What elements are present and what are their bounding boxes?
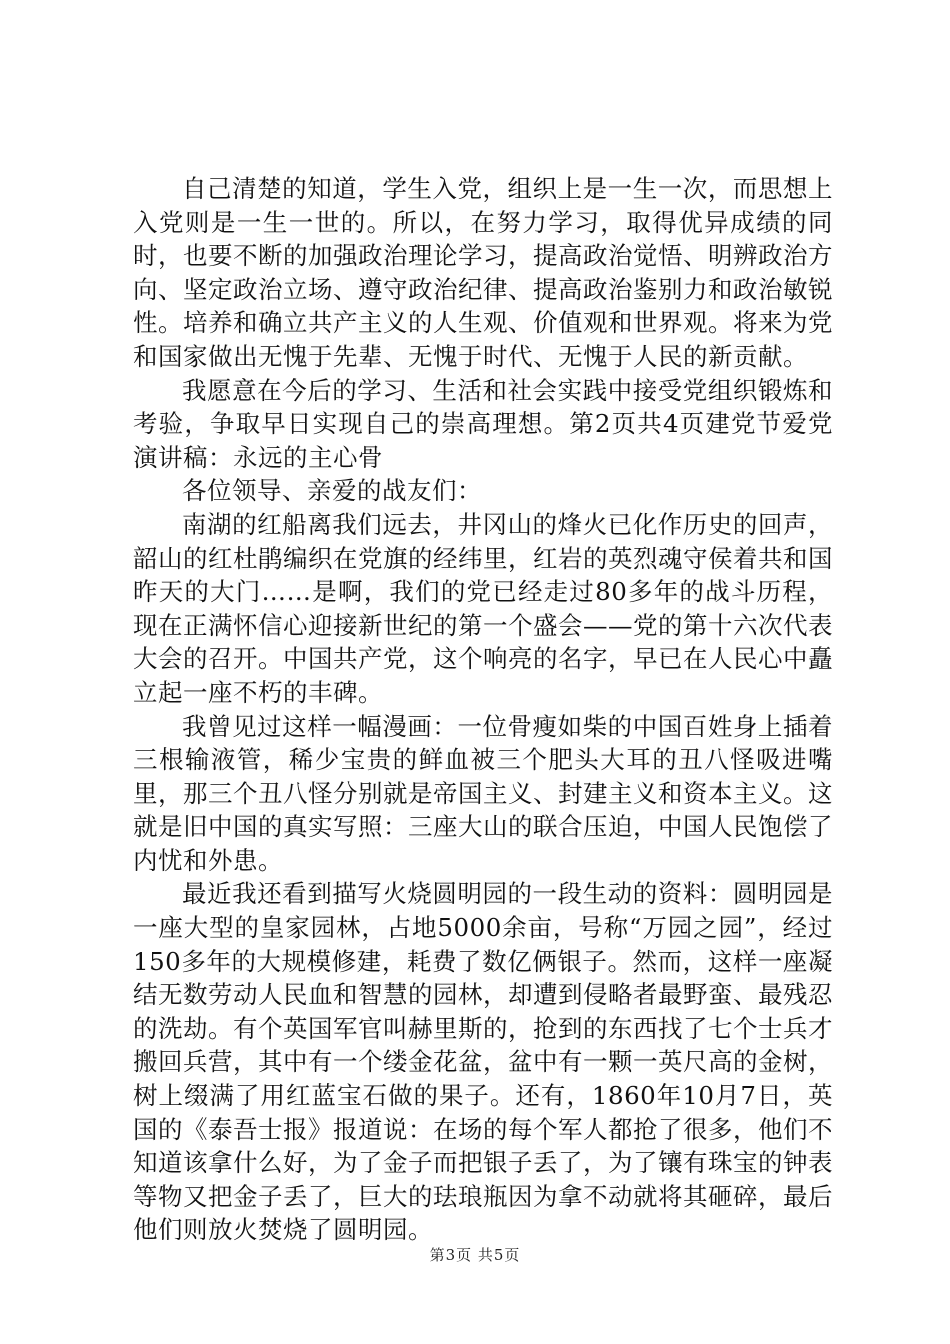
paragraph-salutation: 各位领导、亲爱的战友们：	[182, 476, 482, 506]
paragraph-2: 我愿意在今后的学习、生活和社会实践中接受党组织锻炼和考验，争取早日实现自己的崇高理想。第2页共4页建党节爱党演讲稿：永远的主心骨	[133, 375, 833, 472]
paragraph-5: 最近我还看到描写火烧圆明园的一段生动的资料：圆明园是一座大型的皇家园林，占地5000余亩，号称“万园之园”，经过150多年的大规模修建，耗费了数亿俩银子。然而，这样一座凝结无数劳动人民血和智慧的园林，却遭到侵略者最野蛮、最残忍的洗劫。有个英国军官叫赫里斯的，抢到的东西找了七个士兵才搬回兵营，其中有一个缕金花盆，盆中有一颗一英尺高的金树，树上缀满了用红蓝宝石做的果子。还有，1860年10月7日，英国的《泰吾士报》报道说：在场的每个军人都抢了很多，他们不知道该拿什么好，为了金子而把银子丢了，为了镶有珠宝的钟表等物又把金子丢了，巨大的珐琅瓶因为拿不动就将其砸碎，最后他们则放火焚烧了圆明园。	[133, 879, 833, 1245]
paragraph-1: 自己清楚的知道，学生入党，组织上是一生一次，而思想上入党则是一生一世的。所以，在努力学习，取得优异成绩的同时，也要不断的加强政治理论学习，提高政治觉悟、明辨政治方向、坚定政治立场、遵守政治纪律、提高政治鉴别力和政治敏锐性。培养和确立共产主义的人生观、价值观和世界观。将来为党和国家做出无愧于先辈、无愧于时代、无愧于人民的新贡献。	[133, 174, 833, 371]
page-footer: 第3页 共5页	[429, 1246, 521, 1264]
paragraph-3: 南湖的红船离我们远去，井冈山的烽火已化作历史的回声，韶山的红杜鹃编织在党旗的经纬里，红岩的英烈魂守侯着共和国昨天的大门……是啊，我们的党已经走过80多年的战斗历程，现在正满怀信心迎接新世纪的第一个盛会——党的第十六次代表大会的召开。中国共产党，这个响亮的名字，早已在人民心中矗立起一座不朽的丰碑。	[133, 509, 833, 707]
body-text	[133, 172, 833, 1247]
paragraph-4: 我曾见过这样一幅漫画：一位骨瘦如柴的中国百姓身上插着三根输液管，稀少宝贵的鲜血被三个肥头大耳的丑八怪吸进嘴里，那三个丑八怪分别就是帝国主义、封建主义和资本主义。这就是旧中国的真实写照：三座大山的联合压迫，中国人民饱偿了内忧和外患。	[133, 711, 833, 875]
